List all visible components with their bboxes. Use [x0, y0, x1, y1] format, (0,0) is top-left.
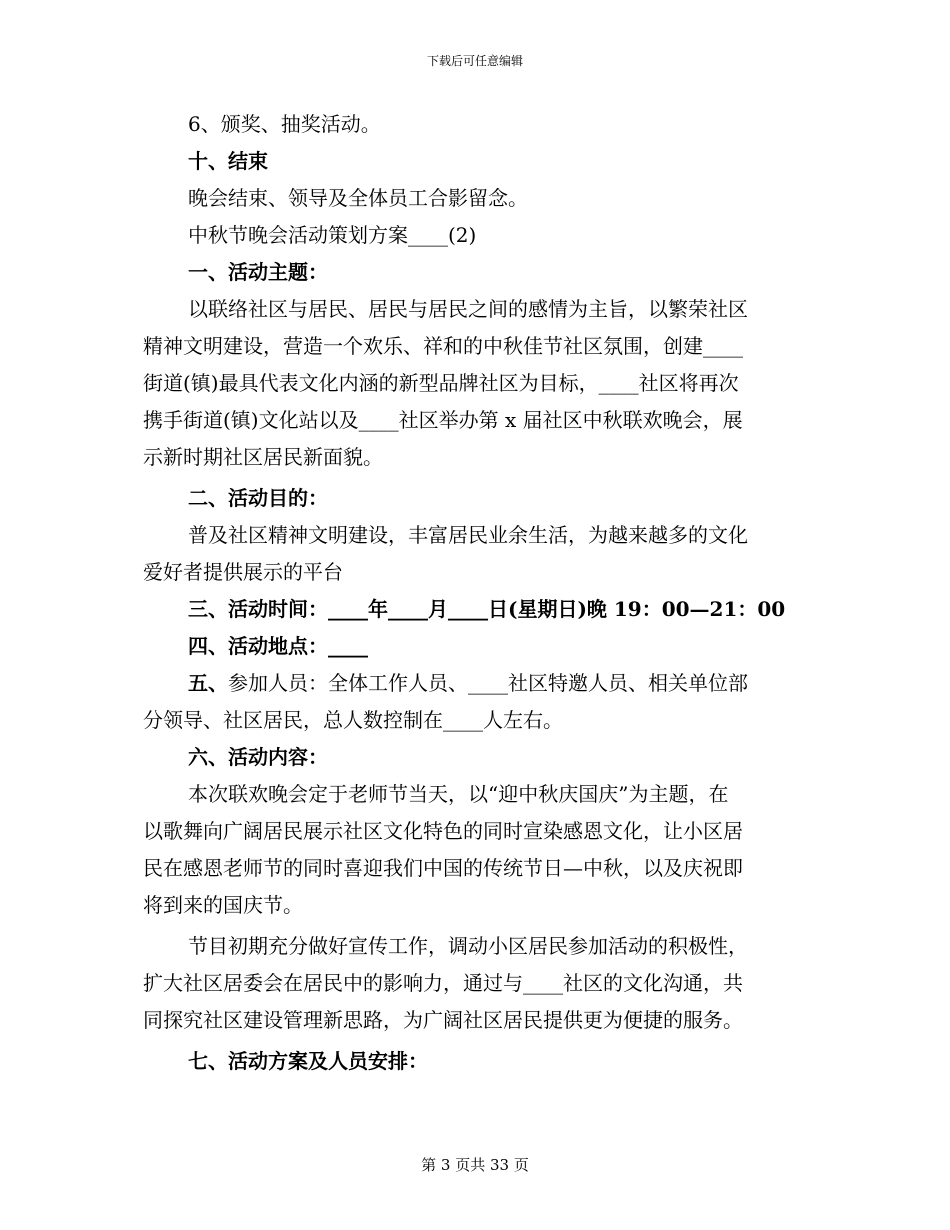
paragraph-purpose-line: 爱好者提供展示的平台 [143, 560, 343, 584]
paragraph-content-line: 本次联欢晚会定于老师节当天，以“迎中秋庆国庆”为主题，在 [188, 782, 729, 806]
document-body [143, 106, 798, 1080]
paragraph-content-line: 民在感恩老师节的同时喜迎我们中国的传统节日—中秋，以及庆祝即 [143, 856, 743, 880]
paragraph-participants-line: 分领导、社区居民，总人数控制在____人左右。 [143, 708, 563, 732]
paragraph-theme-line: 精神文明建设，营造一个欢乐、祥和的中秋佳节社区氛围，创建____ [143, 334, 743, 358]
paragraph-theme-line: 以联络社区与居民、居民与居民之间的感情为主旨，以繁荣社区 [188, 297, 748, 321]
paragraph-participants-line [143, 665, 798, 702]
section-heading-content: 六、活动内容： [188, 745, 328, 769]
paragraph-theme-line: 示新时期社区居民新面貌。 [143, 445, 383, 469]
section-heading-time: 三、活动时间：____年____月____日(星期日)晚 19：00—21：00 [188, 597, 786, 621]
paragraph-content-line: 将到来的国庆节。 [143, 893, 303, 917]
paragraph-promotion-line: 扩大社区居委会在居民中的影响力，通过与____社区的文化沟通，共 [143, 971, 743, 995]
paragraph-promotion-line: 节目初期充分做好宣传工作，调动小区居民参加活动的积极性， [188, 934, 748, 958]
paragraph-ending: 晚会结束、领导及全体员工合影留念。 [188, 186, 528, 210]
list-item-awards: 6、颁奖、抽奖活动。 [188, 112, 381, 136]
section-heading-theme: 一、活动主题： [188, 260, 328, 284]
section-heading-end: 十、结束 [188, 149, 268, 173]
section-heading-arrangement: 七、活动方案及人员安排： [188, 1049, 428, 1073]
plan-title: 中秋节晚会活动策划方案____(2) [188, 223, 477, 247]
participants-text: 参加人员：全体工作人员、____社区特邀人员、相关单位部 [228, 671, 748, 695]
section-number-participants: 五、 [188, 671, 228, 695]
page-header: 下载后可任意编辑 [426, 54, 523, 68]
paragraph-purpose-line: 普及社区精神文明建设，丰富居民业余生活，为越来越多的文化 [188, 523, 748, 547]
paragraph-promotion-line: 同探究社区建设管理新思路，为广阔社区居民提供更为便捷的服务。 [143, 1008, 743, 1032]
paragraph-content-line: 以歌舞向广阔居民展示社区文化特色的同时宣染感恩文化，让小区居 [143, 819, 743, 843]
section-heading-location: 四、活动地点：____ [188, 634, 368, 658]
paragraph-theme-line: 街道(镇)最具代表文化内涵的新型品牌社区为目标，____社区将再次 [143, 371, 739, 395]
page-footer: 第 3 页共 33 页 [421, 1156, 529, 1174]
paragraph-theme-line: 携手街道(镇)文化站以及____社区举办第 x 届社区中秋联欢晚会，展 [143, 408, 743, 432]
section-heading-purpose: 二、活动目的： [188, 486, 328, 510]
